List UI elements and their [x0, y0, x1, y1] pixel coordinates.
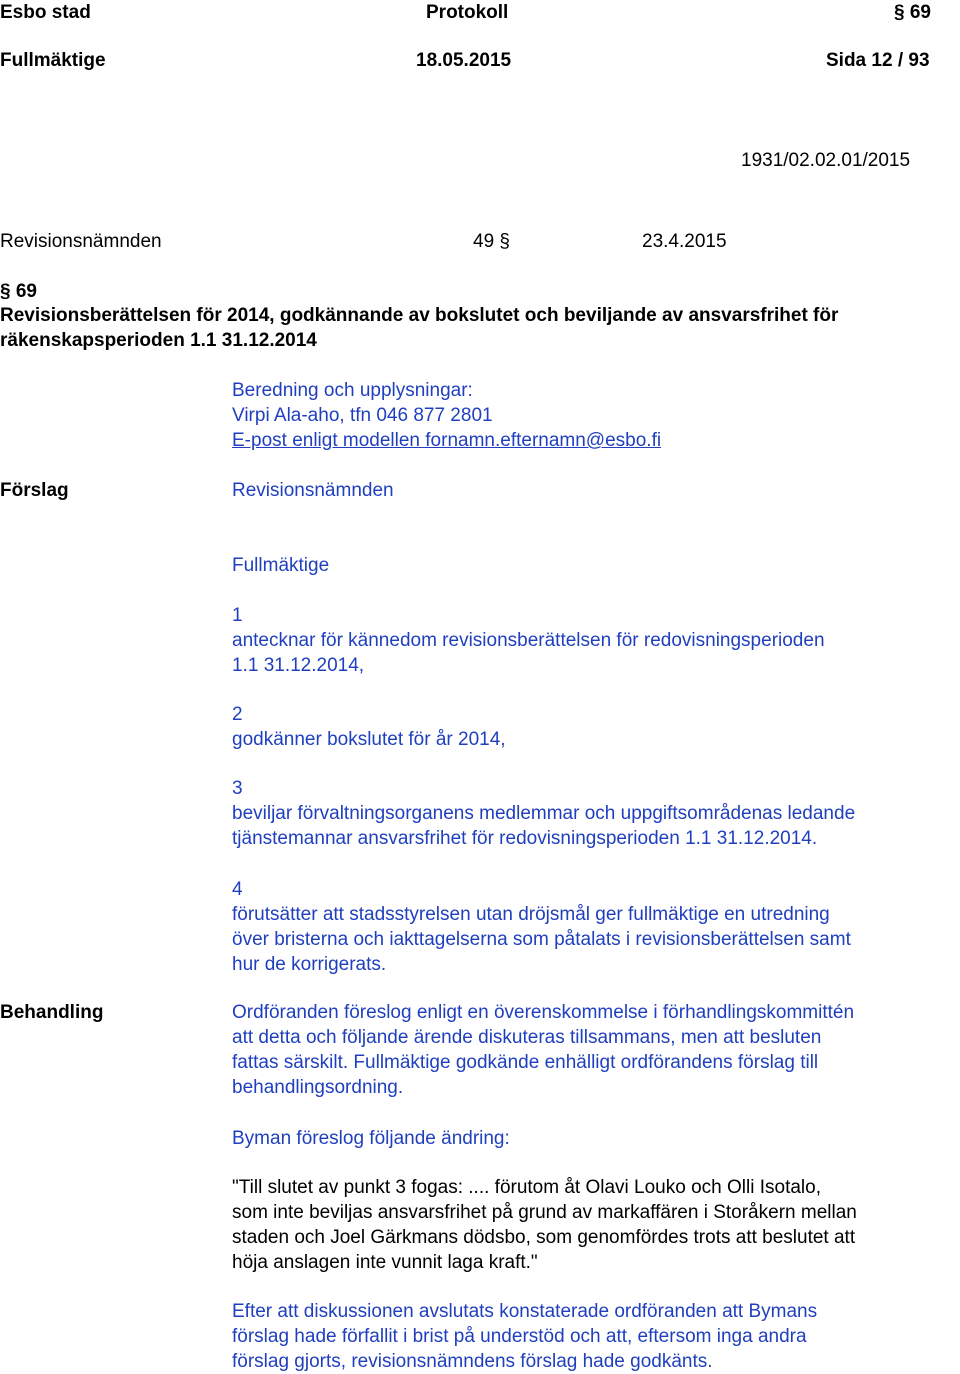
treatment-paragraph-1: [232, 1000, 952, 1100]
paragraph-line: fattas särskilt. Fullmäktige godkände enhälligt ordförandens förslag till: [232, 1052, 819, 1073]
proposal-point-4: [232, 877, 952, 977]
item-title-line2: räkenskapsperioden 1.1 31.12.2014: [0, 330, 317, 351]
paragraph-line: "Till slutet av punkt 3 fogas: .... förutom åt Olavi Louko och Olli Isotalo,: [232, 1177, 821, 1198]
point-text-line: godkänner bokslutet för år 2014,: [232, 729, 506, 750]
treatment-paragraph-2: [232, 1126, 952, 1151]
proposal-point-1: [232, 603, 952, 678]
point-number: 1: [232, 605, 243, 626]
point-text-line: hur de korrigerats.: [232, 954, 387, 975]
header-page: Sida 12 / 93: [826, 50, 930, 71]
preparation-contact: Virpi Ala-aho, tfn 046 877 2801: [232, 405, 493, 426]
proposal-decider: Fullmäktige: [232, 555, 330, 576]
preparation-label: Beredning och upplysningar:: [232, 380, 473, 401]
point-number: 4: [232, 879, 243, 900]
paragraph-line: Byman föreslog följande ändring:: [232, 1128, 510, 1149]
proposal-label: Förslag: [0, 480, 69, 501]
point-text-line: tjänstemannar ansvarsfrihet för redovisningsperioden 1.1 31.12.2014.: [232, 828, 818, 849]
point-number: 2: [232, 704, 243, 725]
point-text-line: antecknar för kännedom revisionsberättelsen för redovisningsperioden: [232, 630, 825, 651]
point-text-line: över bristerna och iakttagelserna som påtalats i revisionsberättelsen samt: [232, 929, 851, 950]
item-section: § 69: [0, 281, 37, 302]
point-text-line: förutsätter att stadsstyrelsen utan dröjsmål ger fullmäktige en utredning: [232, 904, 830, 925]
paragraph-line: Ordföranden föreslog enligt en överenskommelse i förhandlingskommittén: [232, 1002, 855, 1023]
point-text-line: 1.1 31.12.2014,: [232, 655, 365, 676]
treatment-paragraph-4: [232, 1299, 952, 1374]
header-section: § 69: [894, 2, 931, 23]
point-number: 3: [232, 778, 243, 799]
proposal-point-2: [232, 702, 952, 752]
paragraph-line: att detta och följande ärende diskuteras tillsammans, men att besluten: [232, 1027, 822, 1048]
preparation-email-link[interactable]: E-post enligt modellen fornamn.efternamn@esbo.fi: [232, 430, 662, 451]
proposal-point-3: [232, 776, 952, 851]
treatment-paragraph-3: [232, 1175, 952, 1275]
paragraph-line: som inte beviljas ansvarsfrihet på grund av markaffären i Storåkern mellan: [232, 1202, 857, 1223]
paragraph-line: behandlingsordning.: [232, 1077, 404, 1098]
proposal-proposer: Revisionsnämnden: [232, 480, 394, 501]
paragraph-line: staden och Joel Gärkmans dödsbo, som genomfördes trots att beslutet att: [232, 1227, 856, 1248]
prior-section: 49 §: [473, 231, 510, 252]
paragraph-line: Efter att diskussionen avslutats konstaterade ordföranden att Bymans: [232, 1301, 818, 1322]
header-doc-type: Protokoll: [426, 2, 509, 23]
prior-date: 23.4.2015: [642, 231, 727, 252]
paragraph-line: förslag hade förfallit i brist på understöd och att, eftersom inga andra: [232, 1326, 807, 1347]
doc-reference: 1931/02.02.01/2015: [741, 150, 911, 171]
item-title-line1: Revisionsberättelsen för 2014, godkännande av bokslutet och beviljande av ansvarsfrihet för: [0, 305, 839, 326]
header-date: 18.05.2015: [416, 50, 512, 71]
header-org: Esbo stad: [0, 2, 91, 23]
treatment-label: Behandling: [0, 1002, 104, 1023]
paragraph-line: höja anslagen inte vunnit laga kraft.": [232, 1252, 538, 1273]
prior-body: Revisionsnämnden: [0, 231, 162, 252]
paragraph-line: förslag gjorts, revisionsnämndens förslag hade godkänts.: [232, 1351, 713, 1372]
point-text-line: beviljar förvaltningsorganens medlemmar och uppgiftsområdenas ledande: [232, 803, 856, 824]
header-body: Fullmäktige: [0, 50, 106, 71]
